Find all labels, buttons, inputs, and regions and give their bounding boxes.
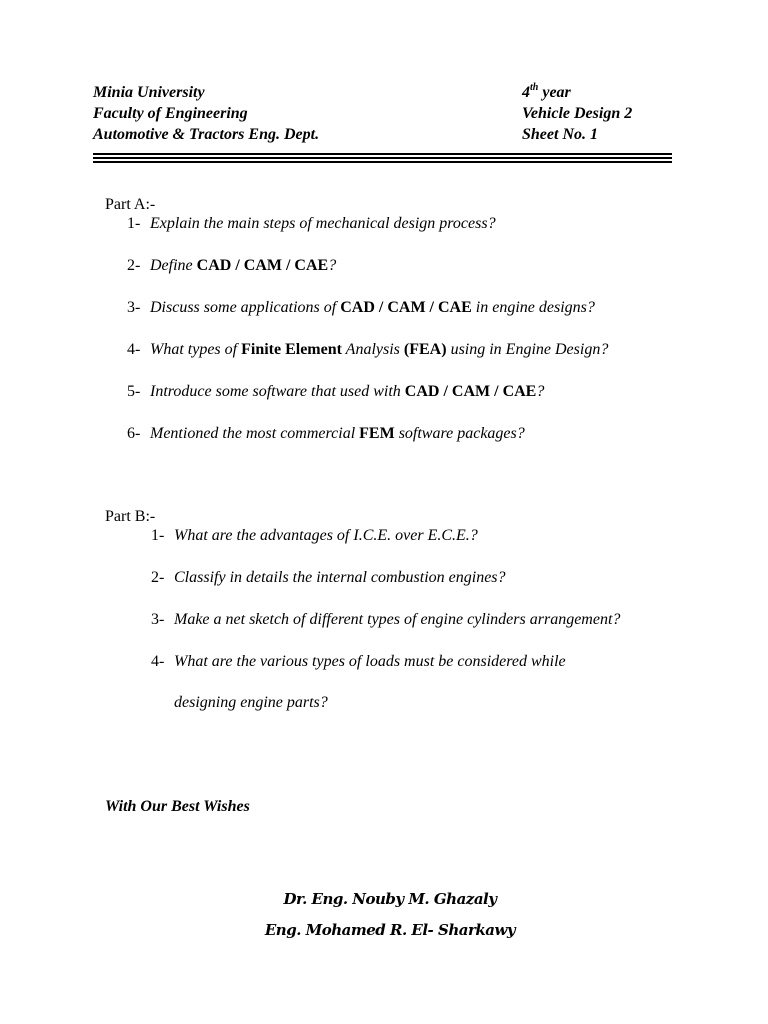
question-text: Define	[150, 257, 197, 274]
question-text: What are the advantages of I.C.E. over E.C.E.?	[174, 527, 478, 544]
question-text: What types of	[150, 341, 242, 358]
question-number: 4-	[127, 341, 141, 358]
signature-secondary: Eng. Mohamed R. El- Sharkawy	[264, 921, 516, 939]
question-number: 2-	[127, 257, 141, 274]
part-b-title: Part B:-	[105, 508, 156, 525]
question-number: 6-	[127, 425, 141, 442]
question-item	[127, 215, 496, 233]
question-text: Discuss some applications of	[150, 299, 341, 316]
sheet-number: Sheet No. 1	[522, 126, 598, 143]
question-number: 1-	[151, 527, 165, 544]
question-text: using in Engine Design?	[446, 341, 609, 358]
course-name: Vehicle Design 2	[522, 105, 633, 122]
question-emphasis: CAD / CAM / CAE	[196, 257, 329, 274]
question-emphasis: FEM	[359, 425, 395, 442]
question-emphasis: (FEA)	[403, 341, 447, 358]
question-number: 2-	[151, 569, 165, 586]
question-text: software packages?	[394, 425, 525, 442]
question-item	[127, 299, 595, 317]
question-text: Mentioned the most commercial	[150, 425, 360, 442]
question-item	[127, 341, 608, 359]
question-item	[151, 653, 566, 671]
question-text: designing engine parts?	[174, 694, 328, 711]
question-text: ?	[328, 257, 337, 274]
question-text: Classify in details the internal combustion engines?	[174, 569, 506, 586]
question-number: 5-	[127, 383, 141, 400]
header-course	[522, 82, 632, 145]
question-text: in engine designs?	[471, 299, 595, 316]
question-item	[151, 694, 328, 712]
closing-wishes: With Our Best Wishes	[105, 798, 250, 815]
signature-primary: Dr. Eng. Nouby M. Ghazaly	[283, 890, 497, 908]
question-number: 3-	[151, 611, 165, 628]
question-item	[151, 527, 478, 545]
question-text: Analysis	[341, 341, 404, 358]
question-text: What are the various types of loads must be considered while	[174, 653, 566, 670]
question-item	[151, 569, 506, 587]
question-text: Explain the main steps of mechanical design process?	[150, 215, 496, 232]
question-number: 3-	[127, 299, 141, 316]
university-name: Minia University	[93, 84, 205, 101]
question-text: Make a net sketch of different types of engine cylinders arrangement?	[174, 611, 621, 628]
question-item	[127, 425, 525, 443]
year-label: 4th year	[522, 81, 571, 101]
department-name: Automotive & Tractors Eng. Dept.	[93, 126, 320, 143]
question-number: 1-	[127, 215, 141, 232]
question-emphasis: Finite Element	[241, 341, 342, 358]
question-number: 4-	[151, 653, 165, 670]
faculty-name: Faculty of Engineering	[93, 105, 248, 122]
header-divider	[93, 153, 672, 165]
question-emphasis: CAD / CAM / CAE	[404, 383, 537, 400]
part-a-title: Part A:-	[105, 196, 156, 213]
question-text: ?	[536, 383, 545, 400]
header-institution	[93, 82, 319, 145]
question-item	[127, 257, 336, 275]
question-text: Introduce some software that used with	[150, 383, 405, 400]
question-emphasis: CAD / CAM / CAE	[340, 299, 472, 316]
question-item	[127, 383, 544, 401]
question-item	[151, 611, 620, 629]
